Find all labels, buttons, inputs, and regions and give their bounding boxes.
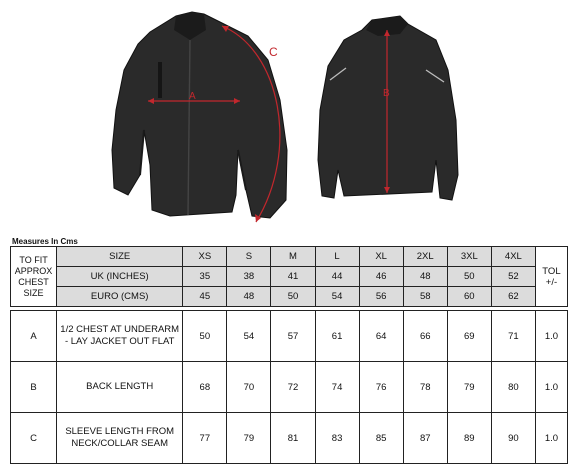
size-l: L	[315, 247, 359, 267]
measurement-cell: 74	[315, 362, 359, 413]
measurement-cell: 68	[183, 362, 227, 413]
euro-cell: 56	[359, 287, 403, 307]
euro-cell: 50	[271, 287, 315, 307]
measure-label-b: B	[383, 88, 390, 99]
tolerance-cell: 1.0	[535, 362, 567, 413]
euro-cell: 58	[403, 287, 447, 307]
uk-cell: 44	[315, 267, 359, 287]
euro-cell: 48	[227, 287, 271, 307]
measurement-cell: 69	[447, 311, 491, 362]
measure-label-a: A	[189, 91, 196, 102]
measurement-row-b	[11, 362, 568, 413]
measurement-cell: 89	[447, 413, 491, 464]
measurement-description: BACK LENGTH	[57, 362, 183, 413]
measurement-cell: 81	[271, 413, 315, 464]
size-4xl: 4XL	[491, 247, 535, 267]
size-row	[11, 247, 568, 267]
uk-cell: 38	[227, 267, 271, 287]
uk-cell: 35	[183, 267, 227, 287]
tolerance-label: TOL +/-	[535, 247, 567, 307]
size-xl: XL	[359, 247, 403, 267]
back-jacket	[318, 16, 458, 200]
euro-cell: 45	[183, 287, 227, 307]
measurement-cell: 66	[403, 311, 447, 362]
corner-label: TO FIT APPROX CHEST SIZE	[11, 247, 57, 307]
size-xs: XS	[183, 247, 227, 267]
measurement-row-c	[11, 413, 568, 464]
measurement-cell: 61	[315, 311, 359, 362]
measurement-description: 1/2 CHEST AT UNDERARM - LAY JACKET OUT FLAT	[57, 311, 183, 362]
measurement-cell: 54	[227, 311, 271, 362]
euro-row-label: EURO (CMS)	[57, 287, 183, 307]
uk-cell: 41	[271, 267, 315, 287]
measurement-code: C	[11, 413, 57, 464]
uk-cell: 50	[447, 267, 491, 287]
front-jacket	[112, 12, 287, 218]
euro-row	[11, 287, 568, 307]
measurement-cell: 64	[359, 311, 403, 362]
measurement-cell: 90	[491, 413, 535, 464]
measurement-code: A	[11, 311, 57, 362]
measurement-code: B	[11, 362, 57, 413]
measurement-cell: 87	[403, 413, 447, 464]
uk-cell: 48	[403, 267, 447, 287]
uk-cell: 46	[359, 267, 403, 287]
measures-note: Measures In Cms	[12, 237, 78, 246]
measurement-cell: 70	[227, 362, 271, 413]
measurement-cell: 78	[403, 362, 447, 413]
size-row-label: SIZE	[57, 247, 183, 267]
euro-cell: 60	[447, 287, 491, 307]
uk-row	[11, 267, 568, 287]
measurement-cell: 72	[271, 362, 315, 413]
measurement-cell: 77	[183, 413, 227, 464]
size-3xl: 3XL	[447, 247, 491, 267]
size-2xl: 2XL	[403, 247, 447, 267]
measure-label-c: C	[269, 45, 278, 59]
measurement-row-a	[11, 311, 568, 362]
size-m: M	[271, 247, 315, 267]
measurement-cell: 79	[447, 362, 491, 413]
measurement-cell: 80	[491, 362, 535, 413]
size-s: S	[227, 247, 271, 267]
measurement-cell: 79	[227, 413, 271, 464]
tolerance-cell: 1.0	[535, 413, 567, 464]
euro-cell: 54	[315, 287, 359, 307]
uk-row-label: UK (INCHES)	[57, 267, 183, 287]
euro-cell: 62	[491, 287, 535, 307]
measurement-cell: 85	[359, 413, 403, 464]
uk-cell: 52	[491, 267, 535, 287]
measurement-description: SLEEVE LENGTH FROM NECK/COLLAR SEAM	[57, 413, 183, 464]
measurement-cell: 71	[491, 311, 535, 362]
tolerance-cell: 1.0	[535, 311, 567, 362]
jacket-diagram	[0, 0, 578, 232]
measurement-cell: 57	[271, 311, 315, 362]
size-chart-table	[10, 246, 568, 464]
jacket-illustration	[0, 0, 578, 232]
measurement-cell: 76	[359, 362, 403, 413]
measurement-cell: 83	[315, 413, 359, 464]
measurement-cell: 50	[183, 311, 227, 362]
